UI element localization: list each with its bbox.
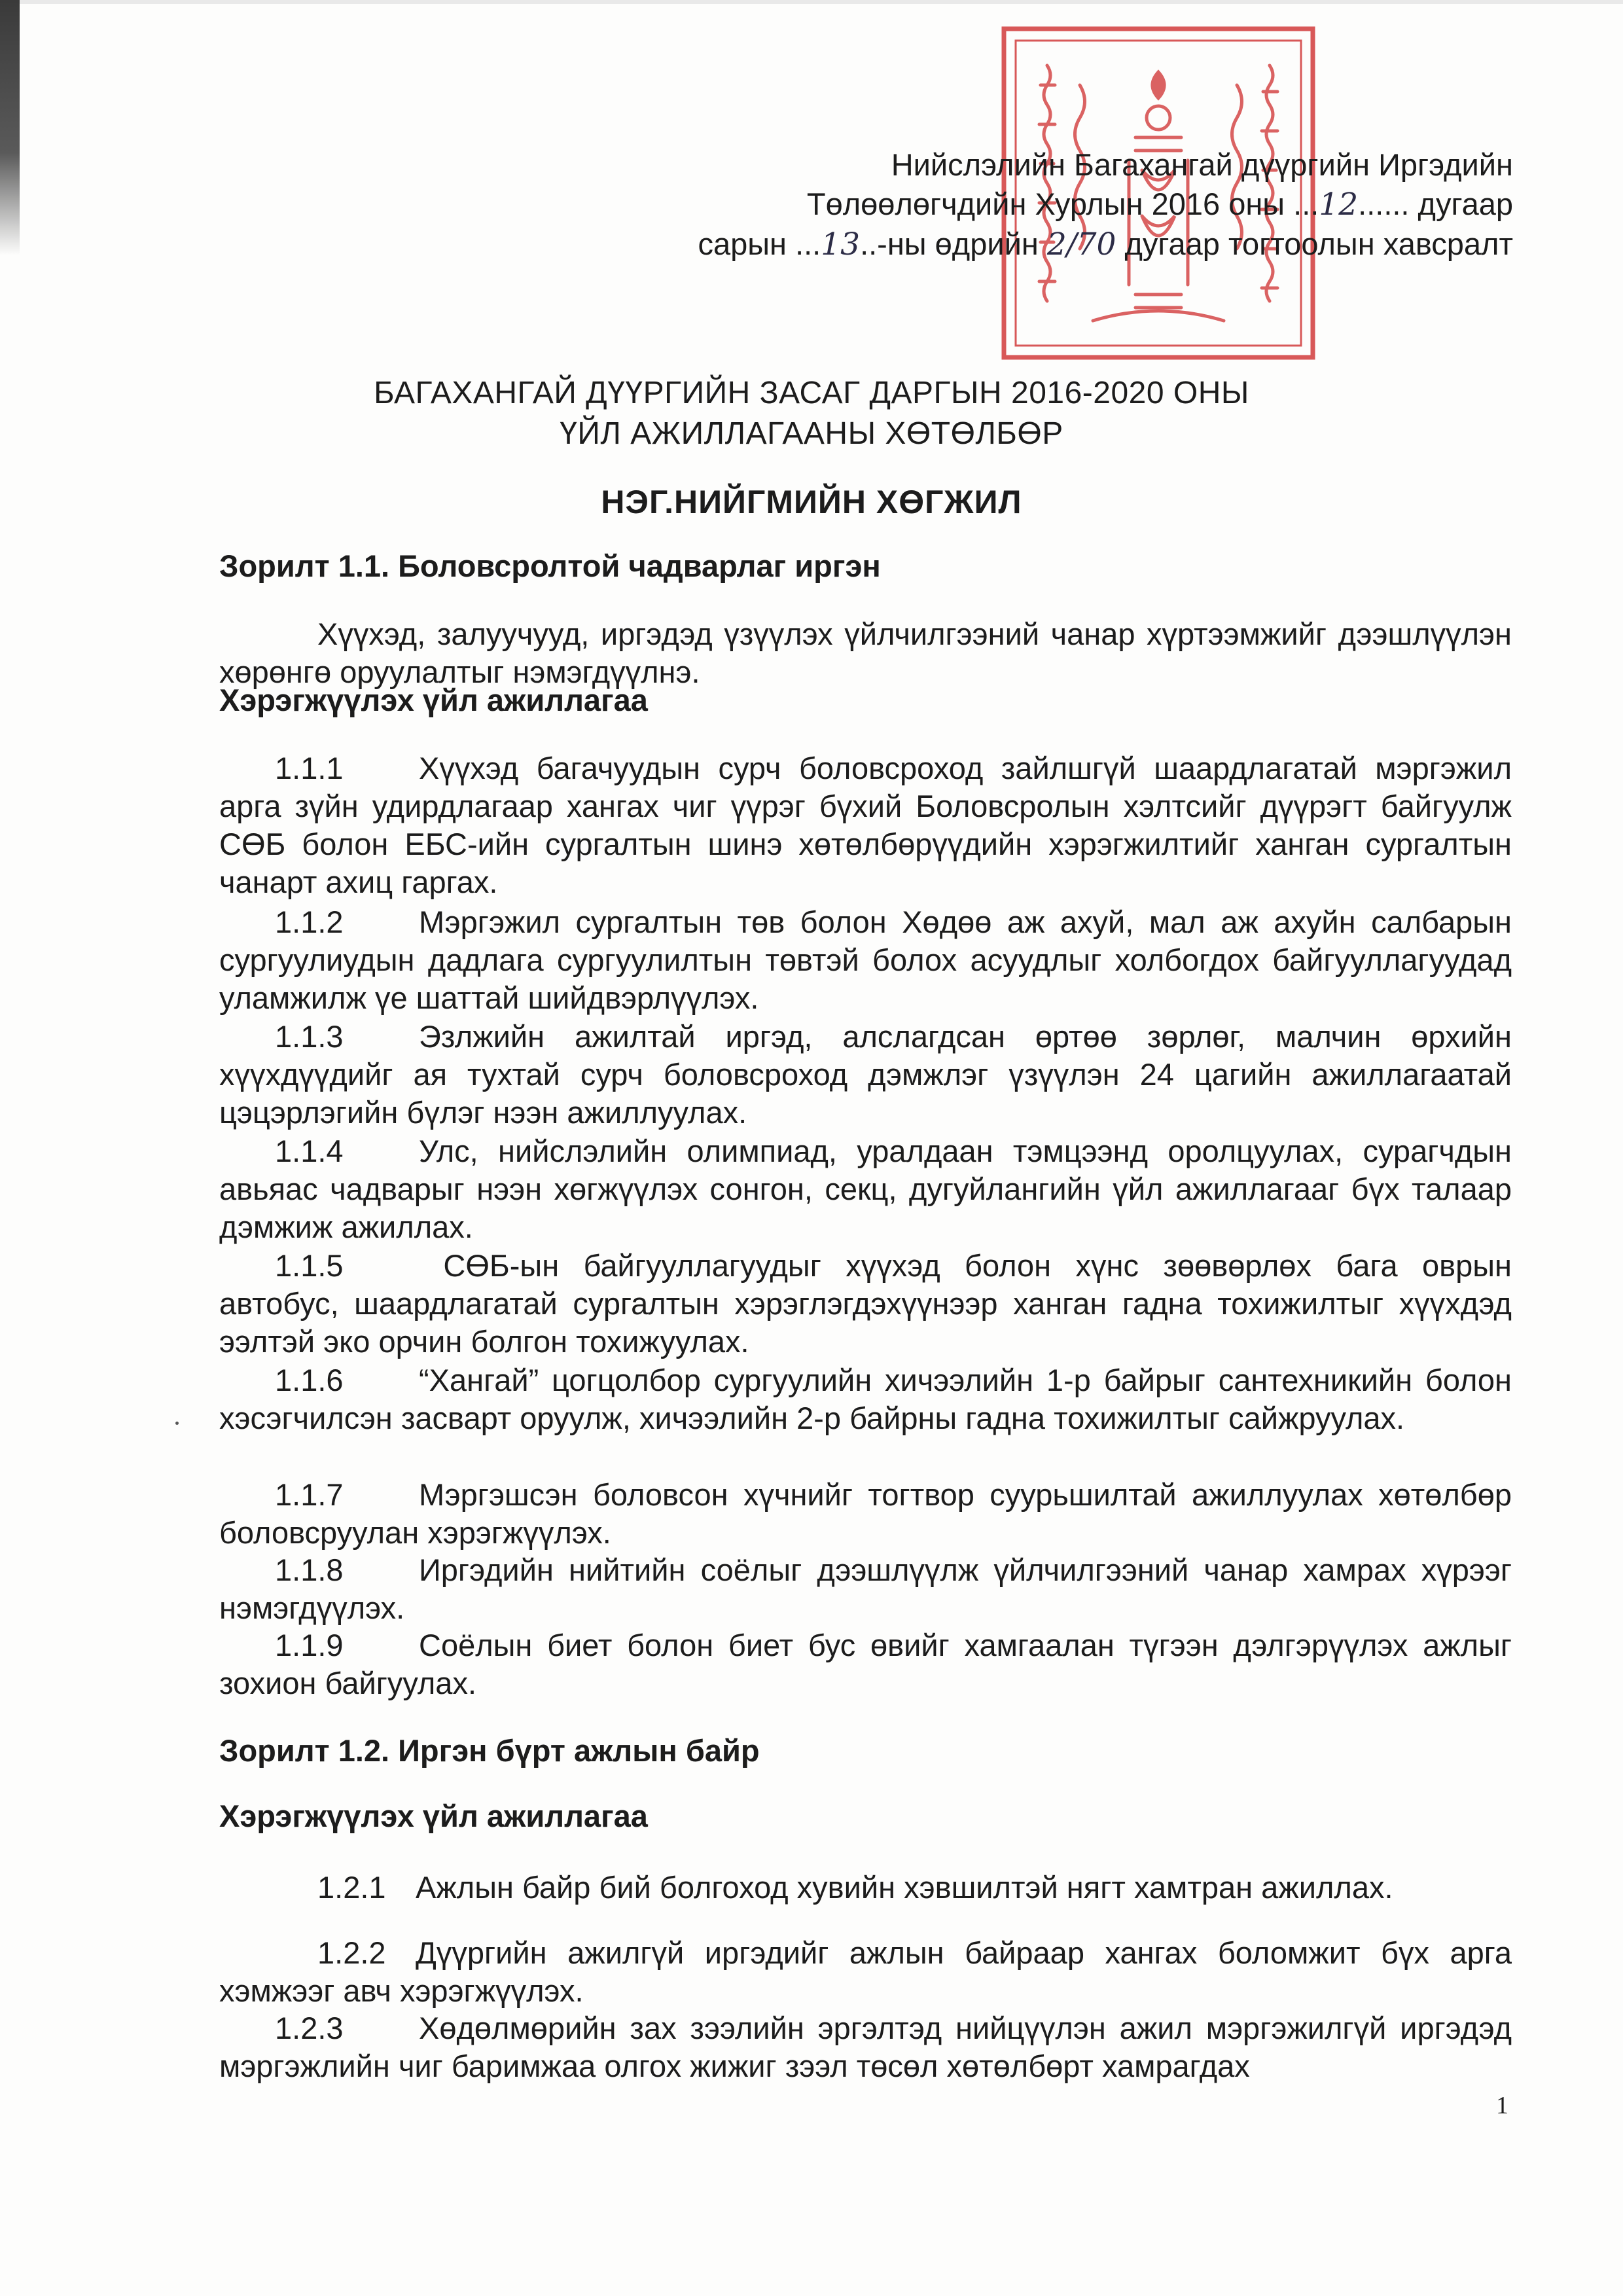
item-text: Хөдөлмөрийн зах зээлийн эргэлтэд нийцүүлэн ажил мэргэжилгүй иргэдэд мэргэжлийн чиг баримжаа олгох жижиг зээл төсөл хөтөлбөрт хамрагдах xyxy=(219,2011,1512,2083)
header-line-1: Нийслэлийн Багахангай дүүргийн Иргэдийн xyxy=(891,147,1513,182)
header-line-3-suffix: дугаар тогтоолын хавсралт xyxy=(1116,226,1513,261)
list-item xyxy=(219,1869,1512,1907)
list-item xyxy=(219,903,1512,1017)
list-item xyxy=(219,2009,1512,2085)
item-text: СӨБ-ын байгууллагуудыг хүүхэд болон хүнс зөөвөрлөх бага оврын автобус, шаардлагатай сургалтын хэрэглэгдэхүүнээр ханган гадна тохижилтыг хүүхдэд ээлтэй эко орчин болгон тохижуулах. xyxy=(219,1248,1512,1359)
item-text: Хүүхэд багачуудын сурч боловсроход зайлшгүй шаардлагатай мэргэжил арга зүйн удирдлагаар хангах чиг үүрэг бүхий Боловсролын хэлтсийг дүүрэгт байгуулж СӨБ болон ЕБС-ийн сургалтын шинэ хөтөлбөрүүдийн хэрэгжилтийг ханган сургалтын чанарт ахиц гаргах. xyxy=(219,751,1512,899)
item-number: 1.2.3 xyxy=(275,2011,344,2045)
item-text: Мэргэшсэн боловсон хүчнийг тогтвор суурьшилтай ажиллуулах хөтөлбөр боловсруулан хэрэгжүүлэх. xyxy=(219,1477,1512,1550)
list-item xyxy=(219,1018,1512,1132)
header-line-3-dots: ... xyxy=(795,226,821,261)
handwritten-day: 13 xyxy=(821,226,861,262)
list-item xyxy=(219,1132,1512,1246)
header-line-2-suffix: ...... дугаар xyxy=(1358,187,1513,221)
header-line-3-text: сарын xyxy=(698,226,796,261)
item-text: Иргэдийн нийтийн соёлыг дээшлүүлж үйлчилгээний чанар хамрах хүрээг нэмэгдүүлэх. xyxy=(219,1552,1512,1625)
list-item xyxy=(219,1247,1512,1361)
scan-top-edge xyxy=(0,0,1623,4)
handwritten-month: 12 xyxy=(1319,187,1359,223)
goal-1-2-heading: Зорилт 1.2. Иргэн бүрт ажлын байр xyxy=(219,1733,760,1768)
item-text: Эзлжийн ажилтай иргэд, алслагдсан өртөө зөрлөг, малчин өрхийн хүүхдүүдийг ая тухтай сурч боловсроход дэмжлэг үзүүлэн 24 цагийн ажиллагаатай цэцэрлэгийн бүлэг нээн ажиллуулах. xyxy=(219,1019,1512,1130)
item-number: 1.1.6 xyxy=(275,1363,344,1397)
list-item xyxy=(219,1476,1512,1552)
goal-1-1-intro: Хүүхэд, залуучууд, иргэдэд үзүүлэх үйлчилгээний чанар хүртээмжийг дээшлүүлэн хөрөнгө оруулалтыг нэмэгдүүлнэ. xyxy=(219,617,1512,689)
item-number: 1.1.7 xyxy=(275,1477,344,1512)
item-text: Дүүргийн ажилгүй иргэдийг ажлын байраар хангах боломжит бүх арга хэмжээг авч хэрэгжүүлэх. xyxy=(219,1935,1512,2008)
header-line-2-dots: ... xyxy=(1293,187,1319,221)
header-line-3-mid: ..-ны өдрийн xyxy=(860,226,1047,261)
goal-1-2-actions-heading: Хэрэгжүүлэх үйл ажиллагаа xyxy=(219,1799,648,1833)
item-number: 1.1.1 xyxy=(275,751,344,785)
list-item xyxy=(219,1934,1512,2010)
list-item xyxy=(219,1361,1512,1437)
header-line-3 xyxy=(531,224,1513,264)
list-item xyxy=(219,1626,1512,1702)
goal-1-1-actions-heading: Хэрэгжүүлэх үйл ажиллагаа xyxy=(219,683,648,717)
page-number: 1 xyxy=(1496,2092,1508,2119)
item-number: 1.2.1 xyxy=(317,1870,386,1905)
item-number: 1.1.9 xyxy=(275,1628,344,1662)
list-item xyxy=(219,1551,1512,1627)
item-number: 1.1.2 xyxy=(275,905,344,939)
item-number: 1.1.5 xyxy=(275,1248,344,1283)
scan-left-edge xyxy=(0,0,20,255)
item-text: Улс, нийслэлийн олимпиад, уралдаан тэмцээнд оролцуулах, сурагчдын авьяас чадварыг нээн хөгжүүлэх сонгон, секц, дугуйлангийн үйл ажиллагааг бүх талаар дэмжиж ажиллах. xyxy=(219,1134,1512,1244)
item-text: Мэргэжил сургалтын төв болон Хөдөө аж ахуй, мал аж ахуйн салбарын сургуулиудын дадлага сургуулилтын төвтэй болох асуудлыг холбогдох байгууллагуудад уламжилж үе шаттай шийдвэрлүүлэх. xyxy=(219,905,1512,1015)
item-text: Ажлын байр бий болгоход хувийн хэвшилтэй нягт хамтран ажиллах. xyxy=(416,1870,1393,1905)
item-text: Соёлын биет болон биет бус өвийг хамгаалан түгээн дэлгэрүүлэх ажлыг зохион байгуулах. xyxy=(219,1628,1512,1700)
list-item xyxy=(219,749,1512,901)
scan-speck xyxy=(175,1422,179,1425)
item-number: 1.1.4 xyxy=(275,1134,344,1168)
attachment-header xyxy=(531,145,1513,264)
header-line-2-text: Төлөөлөгчдийн Хурлын 2016 оны xyxy=(806,187,1294,221)
document-title-line-2: ҮЙЛ АЖИЛЛАГААНЫ ХӨТӨЛБӨР xyxy=(560,416,1063,451)
goal-1-1-heading: Зорилт 1.1. Боловсролтой чадварлаг иргэн xyxy=(219,548,881,583)
header-line-2 xyxy=(531,185,1513,224)
item-text: “Хангай” цогцолбор сургуулийн хичээлийн 1-р байрыг сантехникийн болон хэсэгчилсэн засварт оруулж, хичээлийн 2-р байрны гадна тохижилтыг сайжруулах. xyxy=(219,1363,1512,1435)
item-number: 1.1.8 xyxy=(275,1552,344,1587)
section-title: НЭГ.НИЙГМИЙН ХӨГЖИЛ xyxy=(601,484,1022,520)
item-number: 1.1.3 xyxy=(275,1019,344,1054)
document-title-line-1: БАГАХАНГАЙ ДҮҮРГИЙН ЗАСАГ ДАРГЫН 2016-2020 ОНЫ xyxy=(374,376,1249,410)
handwritten-resolution-number: 2/70 xyxy=(1046,226,1116,262)
item-number: 1.2.2 xyxy=(317,1935,386,1970)
